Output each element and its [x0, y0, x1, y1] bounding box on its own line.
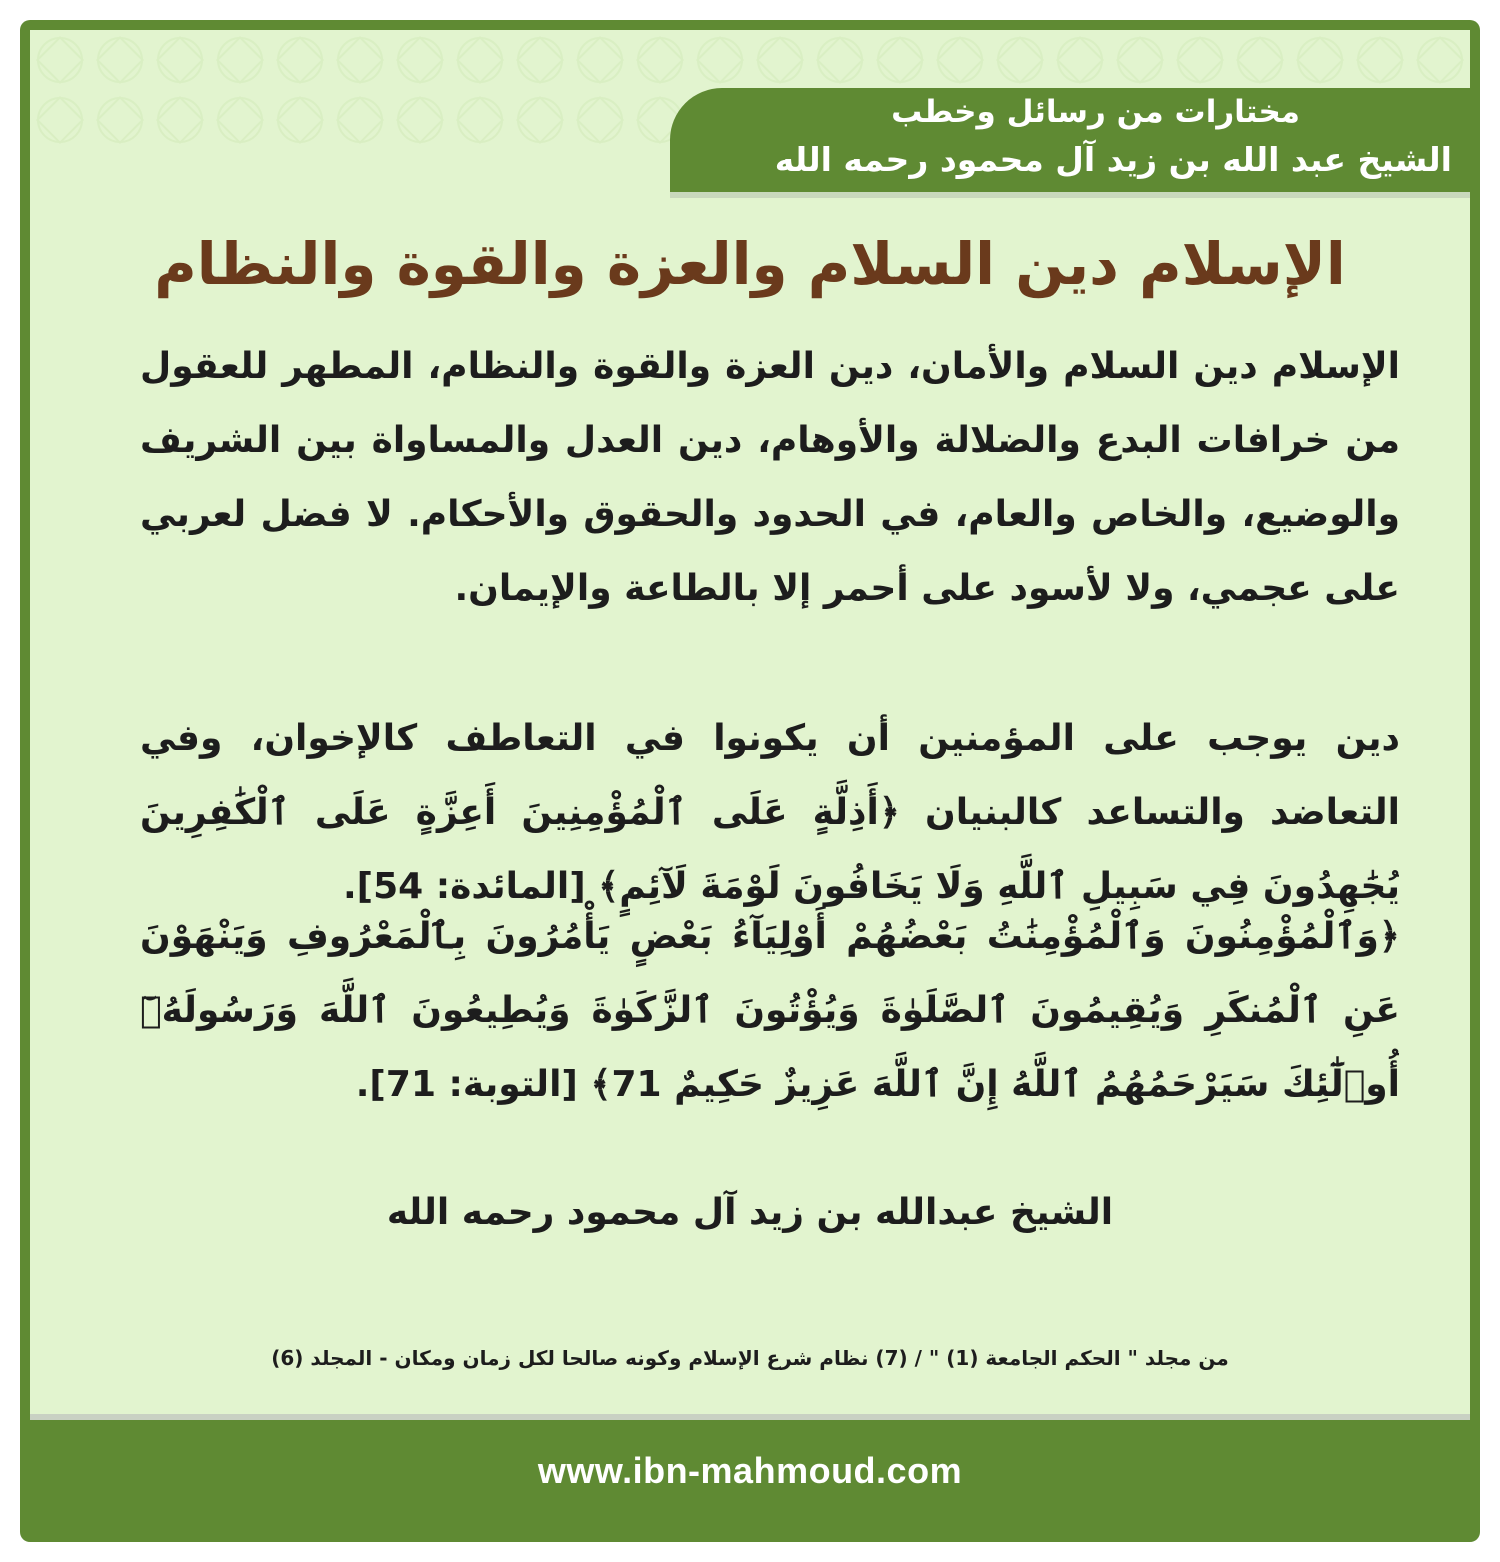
quran-verse: ﴿وَٱلْمُؤْمِنُونَ وَٱلْمُؤْمِنَٰتُ بَعْضُهُمْ أَوْلِيَآءُ بَعْضٍ يَأْمُرُونَ بِٱلْمَعْرُوفِ وَيَنْهَوْنَ عَنِ ٱلْمُنكَرِ وَيُقِيمُونَ ٱلصَّلَوٰةَ وَيُؤْتُونَ ٱلزَّكَوٰةَ وَيُطِيعُونَ ٱللَّهَ وَرَسُولَهُۥٓ أُو۟لَٰٓئِكَ سَيَرْحَمُهُمُ ٱللَّهُ إِنَّ ٱللَّهَ عَزِيزٌ حَكِيمٌ 71﴾ [التوبة: 71]. [140, 916, 1400, 1105]
header-author: الشيخ عبد الله بن زيد آل محمود رحمه الله [774, 140, 1452, 179]
content-panel [30, 30, 1470, 1414]
source-citation: من مجلد " الحكم الجامعة (1) " / (7) نظام شرع الإسلام وكونه صالحا لكل زمان ومكان - المجلد (6) [271, 1346, 1229, 1370]
footer-divider [30, 1414, 1470, 1420]
page-title: الإسلام دين السلام والعزة والقوة والنظام [154, 230, 1346, 298]
author-signature: الشيخ عبدالله بن زيد آل محمود رحمه الله [386, 1192, 1114, 1233]
paragraph-1: الإسلام دين السلام والأمان، دين العزة والقوة والنظام، المطهر للعقول من خرافات البدع والضلالة والأوهام، دين العدل والمساواة بين الشريف والوضيع، والخاص والعام، في الحدود والحقوق والأحكام. لا فضل لعربي على عجمي، ولا لأسود على أحمر إلا بالطاعة والإيمان. [140, 346, 1400, 609]
header-ribbon [670, 88, 1470, 192]
quote-card [20, 20, 1480, 1542]
header-subtitle: مختارات من رسائل وخطب [891, 94, 1300, 130]
paragraph-2: دين يوجب على المؤمنين أن يكونوا في التعاطف كالإخوان، وفي التعاضد والتساعد كالبنيان ﴿أَذِلَّةٍ عَلَى ٱلْمُؤْمِنِينَ أَعِزَّةٍ عَلَى ٱلْكَٰفِرِينَ يُجَٰهِدُونَ فِي سَبِيلِ ٱللَّهِ وَلَا يَخَافُونَ لَوْمَةَ لَآئِمٍ﴾ [المائدة: 54]. [140, 718, 1400, 907]
website-link[interactable]: www.ibn-mahmoud.com [537, 1450, 963, 1491]
